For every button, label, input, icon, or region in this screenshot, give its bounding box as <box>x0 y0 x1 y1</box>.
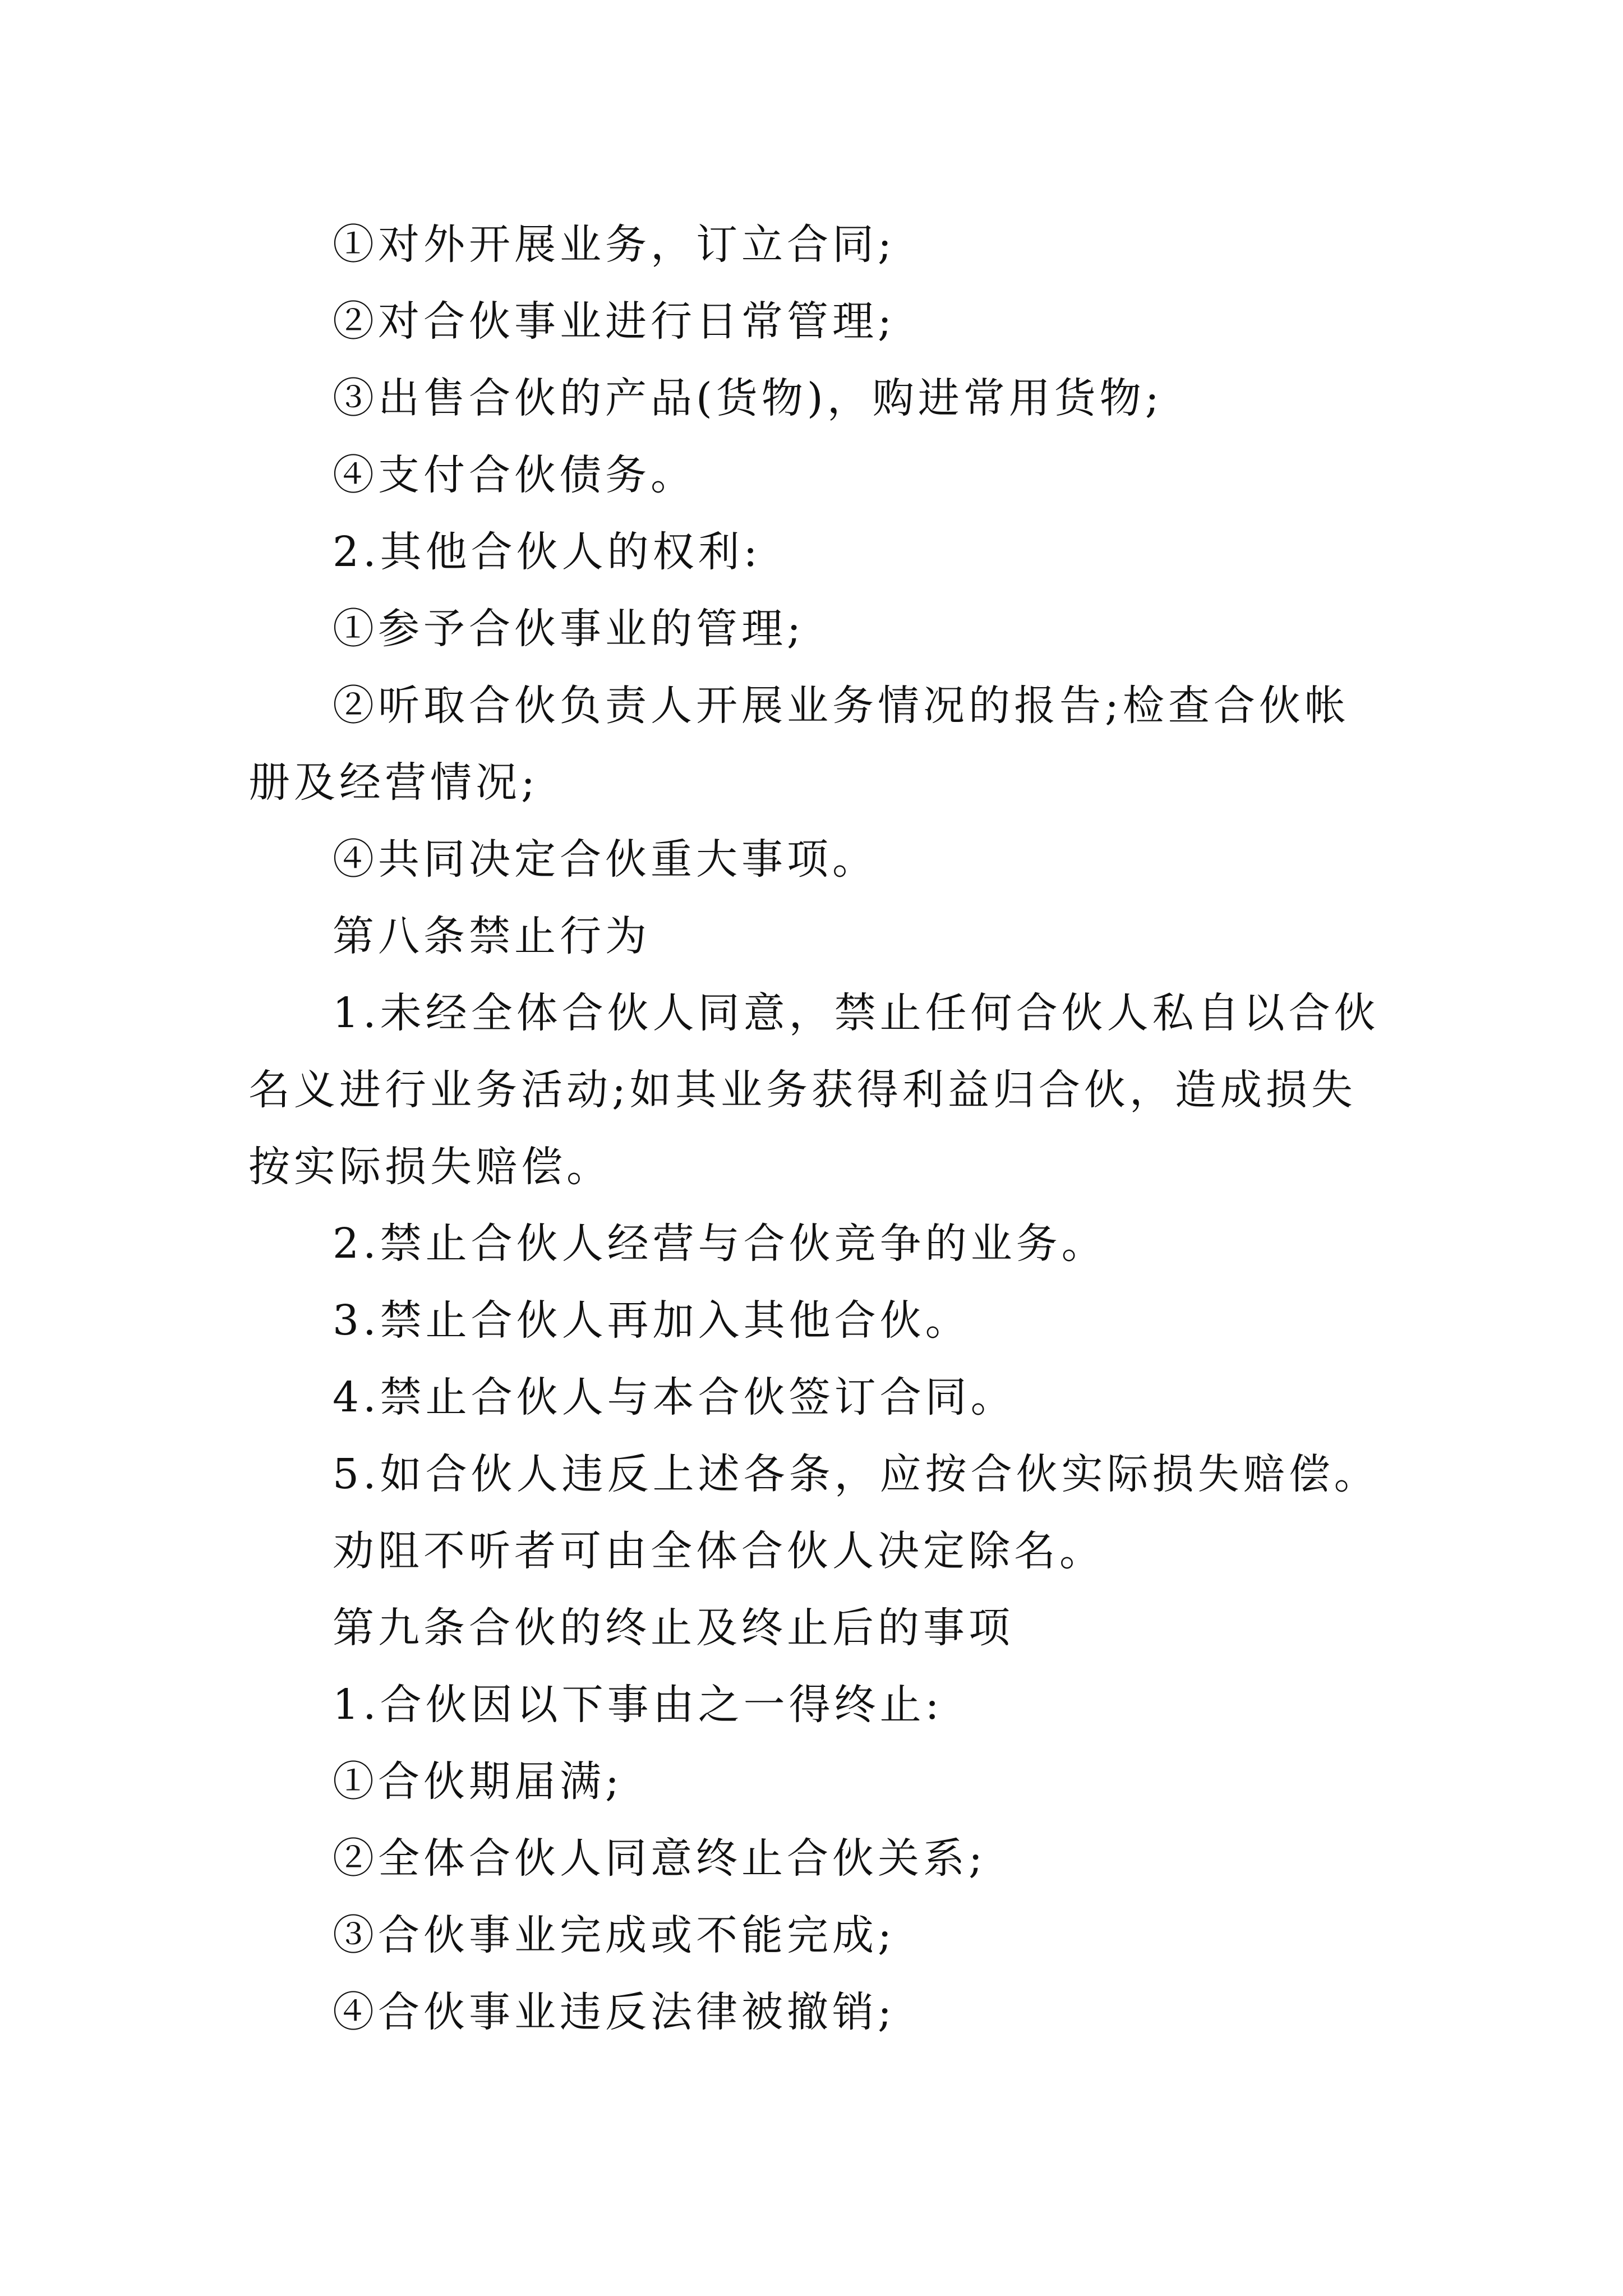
paragraph-5: 2.其他合伙人的权利: <box>333 528 762 576</box>
paragraph-20: ③合伙事业完成或不能完成; <box>333 1911 896 1959</box>
document-body <box>248 206 1381 2051</box>
paragraph-11: 2.禁止合伙人经营与合伙竞争的业务。 <box>333 1220 1107 1268</box>
article-9-heading: 第九条合伙的终止及终止后的事项 <box>333 1604 1014 1652</box>
paragraph-19: ②全体合伙人同意终止合伙关系; <box>333 1834 986 1883</box>
paragraph-13: 4.禁止合伙人与本合伙签订合同。 <box>333 1373 1016 1421</box>
paragraph-14: 5.如合伙人违反上述各条，应按合伙实际损失赔偿。 <box>333 1450 1380 1498</box>
paragraph-21: ④合伙事业违反法律被撤销; <box>333 1988 896 2036</box>
paragraph-6: ①参予合伙事业的管理; <box>333 605 805 653</box>
paragraph-8: ④共同决定合伙重大事项。 <box>333 835 878 884</box>
paragraph-18: ①合伙期届满; <box>333 1757 623 1806</box>
article-8-heading: 第八条禁止行为 <box>333 912 651 960</box>
paragraph-1: ①对外开展业务，订立合同; <box>333 220 896 269</box>
paragraph-3: ③出售合伙的产品(货物)，购进常用货物; <box>333 374 1163 422</box>
paragraph-10: 1.未经全体合伙人同意，禁止任何合伙人私自以合伙名义进行业务活动;如其业务获得利益归合伙，造成损失按实际损失赔偿。 <box>248 989 1380 1191</box>
paragraph-12: 3.禁止合伙人再加入其他合伙。 <box>333 1296 971 1345</box>
paragraph-4: ④支付合伙债务。 <box>333 451 696 499</box>
paragraph-7: ②听取合伙负责人开展业务情况的报告;检查合伙帐册及经营情况; <box>248 682 1350 807</box>
paragraph-15: 劝阻不听者可由全体合伙人决定除名。 <box>333 1527 1105 1575</box>
paragraph-2: ②对合伙事业进行日常管理; <box>333 297 896 346</box>
paragraph-17: 1.合伙因以下事由之一得终止: <box>333 1681 943 1729</box>
